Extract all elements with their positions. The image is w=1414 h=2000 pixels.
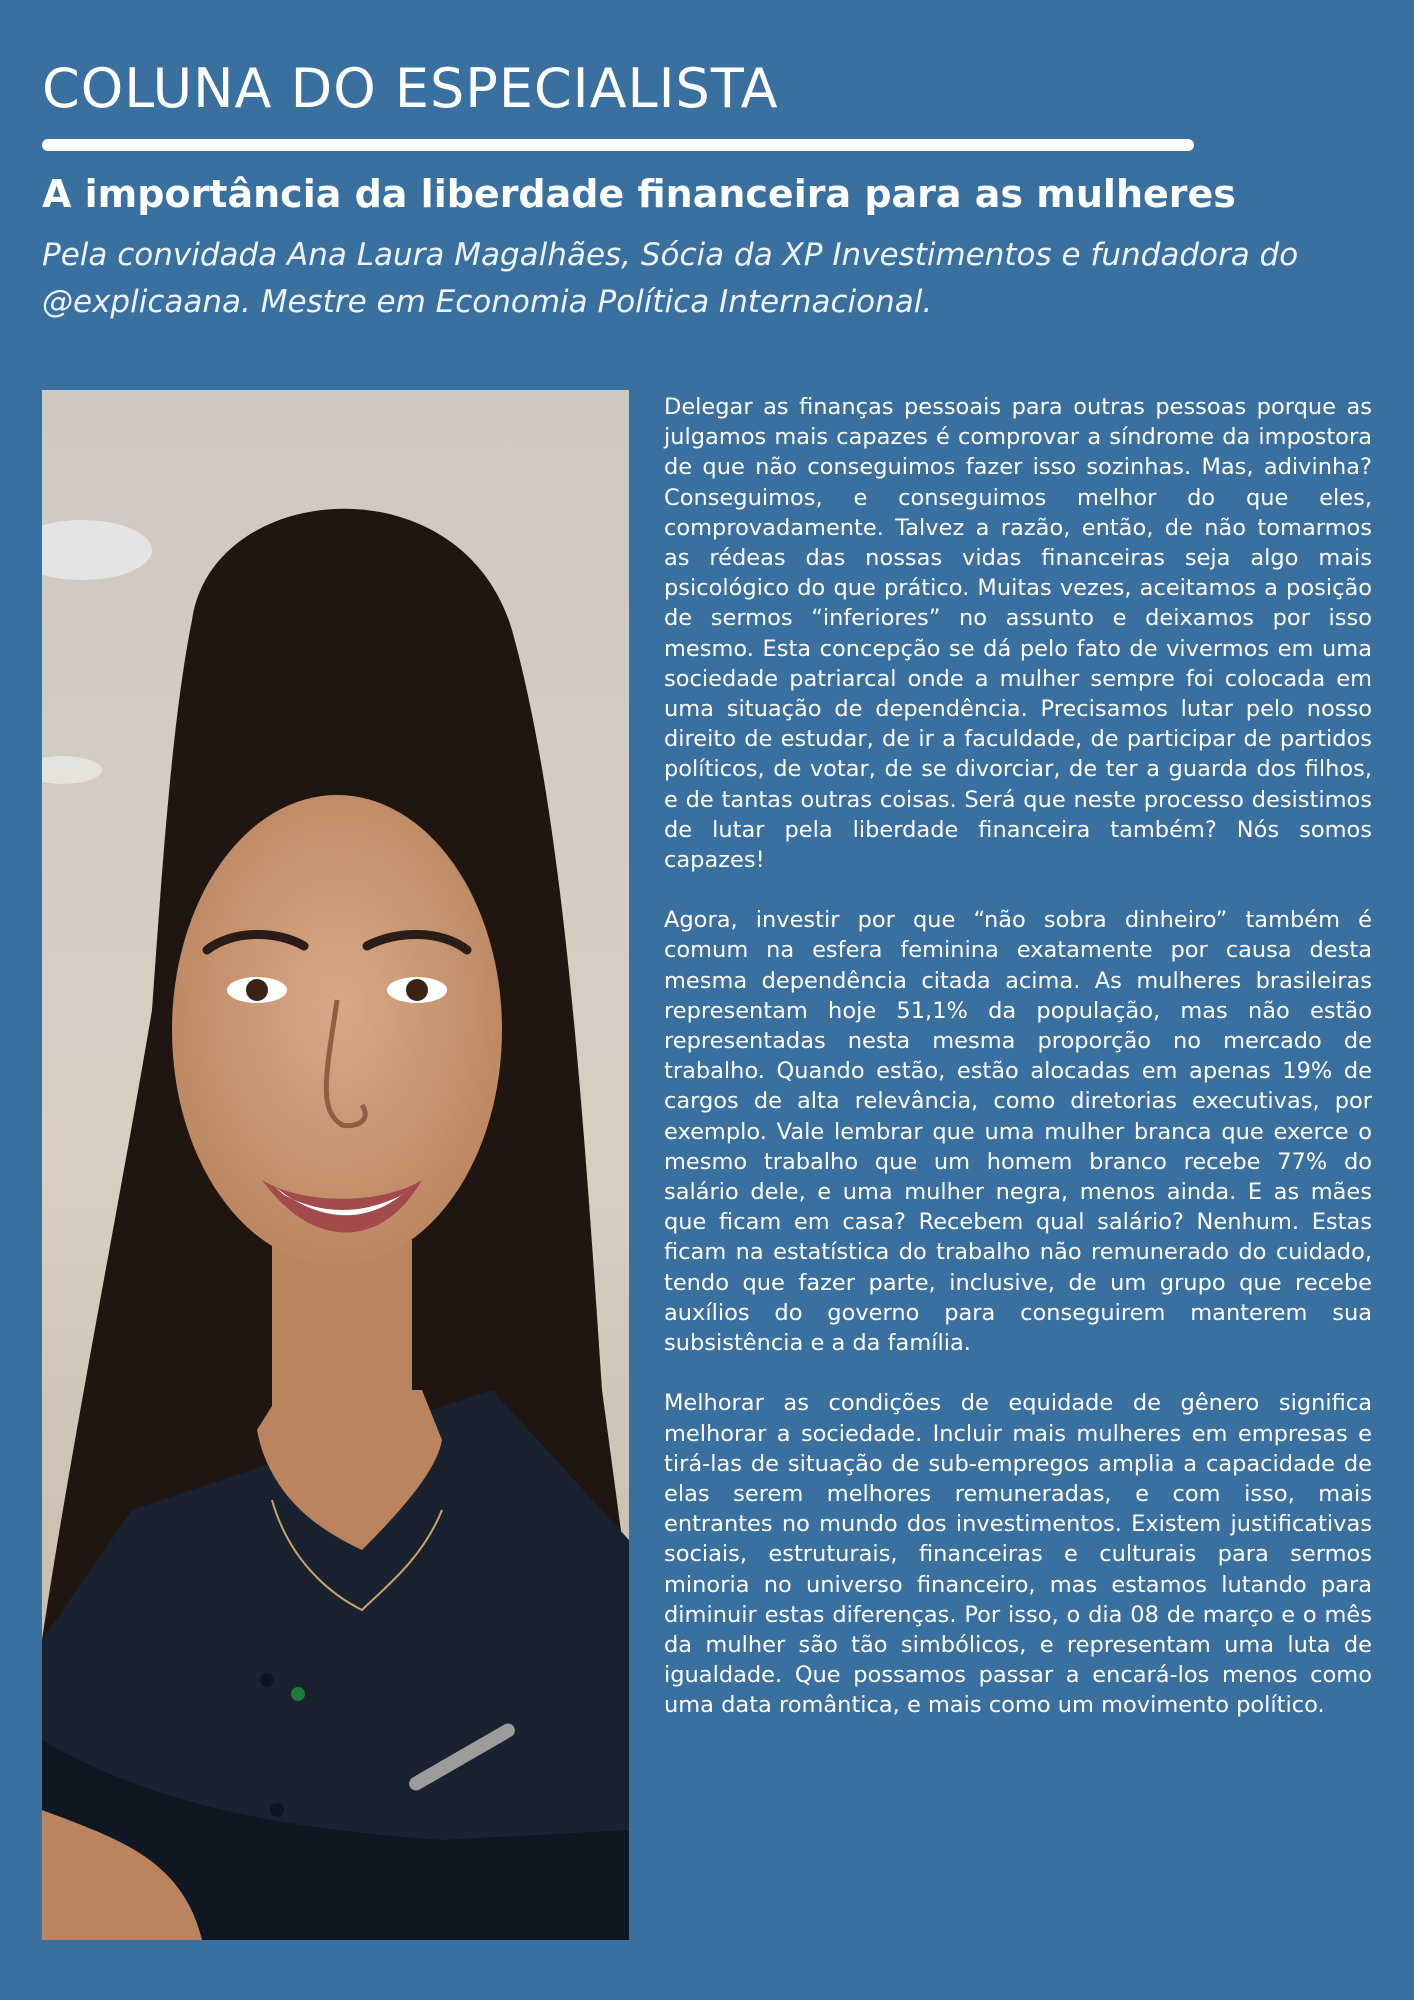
article-headline: A importância da liberdade financeira para as mulheres: [42, 172, 1236, 216]
article-paragraph: Agora, investir por que “não sobra dinheiro” também é comum na esfera feminina exatamente por causa desta mesma dependência citada acima. As mulheres brasileiras representam hoje 51,1% da população, mas não estão representadas nesta mesma proporção no mercado de trabalho. Quando estão, estão alocadas em apenas 19% de cargos de alta relevância, como diretorias executivas, por exemplo. Vale lembrar que uma mulher branca que exerce o mesmo trabalho que um homem branco recebe 77% do salário dele, e uma mulher negra, menos ainda. E as mães que ficam em casa? Recebem qual salário? Nenhum. Estas ficam na estatística do trabalho não remunerado do cuidado, tendo que fazer parte, inclusive, de um grupo que recebe auxílios do governo para conseguirem manterem sua subsistência e a da família.: [664, 907, 1372, 1357]
article-paragraph: Melhorar as condições de equidade de gênero significa melhorar a sociedade. Incluir mais mulheres em empresas e tirá-las de situação de sub-empregos amplia a capacidade de elas serem melhores remuneradas, e com isso, mais entrantes no mundo dos investimentos. Existem justificativas sociais, estruturais, financeiras e culturais para sermos minoria no universo financeiro, mas estamos lutando para diminuir estas diferenças. Por isso, o dia 08 de março e o mês da mulher são tão simbólicos, e representam uma luta de igualdade. Que possamos passar a encará-los menos como uma data romântica, e mais como um movimento político.: [664, 1390, 1372, 1719]
title-underline: [42, 139, 1194, 151]
author-byline: Pela convidada Ana Laura Magalhães, Sócia da XP Investimentos e fundadora do @explicaana. Mestre em Economia Política Internacional.: [42, 237, 1299, 320]
section-title: COLUNA DO ESPECIALISTA: [42, 57, 779, 120]
article-paragraph: Delegar as finanças pessoais para outras pessoas porque as julgamos mais capazes é comprovar a síndrome da impostora de que não conseguimos fazer isso sozinhas. Mas, adivinha? Conseguimos, e conseguimos melhor do que eles, comprovadamente. Talvez a razão, então, de não tomarmos as rédeas das nossas vidas financeiras seja algo mais psicológico do que prático. Muitas vezes, aceitamos a posição de sermos “inferiores” no assunto e deixamos por isso mesmo. Esta concepção se dá pelo fato de vivermos em uma sociedade patriarcal onde a mulher sempre foi colocada em uma situação de dependência. Precisamos lutar pelo nosso direito de estudar, de ir a faculdade, de participar de partidos políticos, de votar, de se divorciar, de ter a guarda dos filhos, e de tantas outras coisas. Será que neste processo desistimos de lutar pela liberdade financeira também? Nós somos capazes!: [664, 394, 1372, 874]
portrait-illustration: [42, 390, 629, 1940]
portrait-photo-icon: [42, 390, 629, 1940]
article-body: [664, 392, 1372, 1751]
